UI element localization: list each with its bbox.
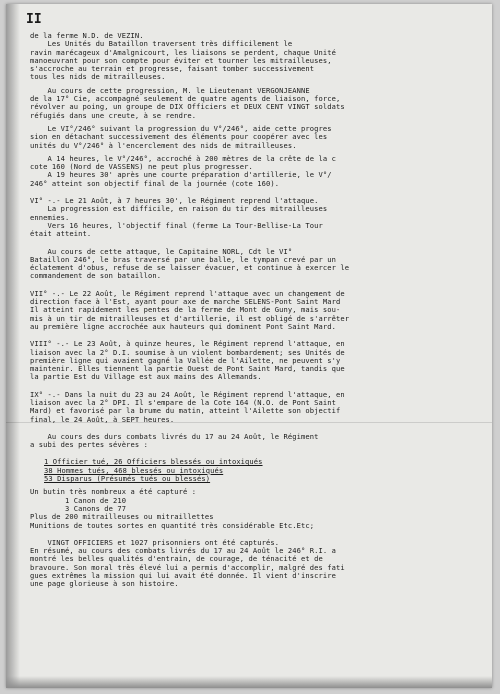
paper-shadow-left — [6, 4, 20, 688]
text-line: Munitions de toutes sortes en quantité très considérable Etc.Etc; — [30, 520, 315, 530]
text-line: IX° -.- Dans la nuit du 23 au 24 Août, le Régiment reprend l'attaque, en — [30, 389, 345, 399]
paragraph-p4 — [30, 155, 480, 188]
text-line: commandement de son bataillon. — [30, 271, 162, 281]
text-line: Vers 16 heures, l'objectif final (ferme La Tour-Bellise-La Tour — [30, 220, 323, 230]
booty-section — [30, 488, 480, 529]
text-line: liaison avec la 2° DPI. Il s'empare de la Cote 164 (N.O. de Pont Saint — [30, 397, 336, 407]
text-line: Un butin très nombreux a été capturé : — [30, 487, 197, 497]
text-line: première ligne qui avaient gagné la Vallée de l'Ailette, ne peuvent s'y — [30, 355, 341, 365]
paragraph-p10 — [30, 433, 480, 450]
paragraph-p3 — [30, 125, 480, 150]
text-line: Au cours de cette progression, M. le Lieutenant VERGONJEANNE — [30, 85, 310, 95]
text-line: gues extrêmes la mission qui lui avait été donnée. Il vient d'inscrire — [30, 571, 336, 581]
text-line: réfugiés dans une creute, à se rendre. — [30, 110, 197, 120]
text-line: Le VI°/246° suivant la progression du V°/246°, aide cette progres — [30, 123, 332, 133]
text-line: maintenir. Elles tiennent la partie Ouest de Pont Saint Mard, tandis que — [30, 364, 345, 374]
text-line: final, le 24 Août, à SEPT heures. — [30, 414, 175, 424]
text-line: 1 Canon de 210 — [30, 495, 127, 505]
paragraph-p9 — [30, 391, 480, 424]
text-line: liaison avec la 2° D.I. soumise à un violent bombardement; ses Unités de — [30, 347, 345, 357]
paragraph-p6 — [30, 248, 480, 281]
text-line: direction face à l'Est, ayant pour axe de marche SELENS-Pont Saint Mard — [30, 297, 341, 307]
text-line: était atteint. — [30, 229, 92, 239]
losses-list — [30, 458, 480, 483]
text-line: a subi des pertes sévères : — [30, 440, 149, 450]
text-line: cote 160 (Nord de VASSENS) ne peut plus progresser. — [30, 162, 253, 172]
paragraph-p5 — [30, 197, 480, 238]
losses-line: 53 Disparus (Présumés tués ou blessés) — [44, 474, 211, 484]
page-number: II — [26, 12, 42, 27]
text-line: de la 17° Cie, accompagné seulement de quatre agents de liaison, force, — [30, 94, 341, 104]
text-line: En résumé, au cours des combats livrés du 17 au 24 Août le 246° R.I. a — [30, 546, 336, 556]
text-line: montré les belles qualités d'entrain, de courage, de ténacité et de — [30, 554, 323, 564]
paragraph-p8 — [30, 340, 480, 381]
text-line: sion en détachant successivement des éléments pour coopérer avec les — [30, 132, 328, 142]
text-line: VIII° -.- Le 23 Août, à quinze heures, le Régiment reprend l'attaque, en — [30, 339, 345, 349]
text-line: Au cours des durs combats livrés du 17 au 24 Août, le Régiment — [30, 431, 319, 441]
text-line: Bataillon 246°, le bras traversé par une balle, le tympan crevé par un — [30, 254, 336, 264]
text-line: une page glorieuse à son histoire. — [30, 579, 179, 589]
text-line: Mard) et favorisé par la brume du matin, atteint l'Ailette son objectif — [30, 406, 341, 416]
text-line: révolver au poing, un groupe de DIX Officiers et DEUX CENT VINGT soldats — [30, 102, 345, 112]
paragraph-p7 — [30, 290, 480, 331]
text-line: A 14 heures, le V°/246°, accroché à 200 mètres de la crête de la c — [30, 153, 336, 163]
text-line: éclatement d'obus, refuse de se laisser évacuer, et continue à exercer le — [30, 263, 350, 273]
text-line: VINGT OFFICIERS et 1027 prisonniers ont été capturés. — [30, 537, 280, 547]
text-line: Les Unités du Bataillon traversent très difficilement le — [30, 39, 293, 49]
document-page — [6, 4, 492, 688]
text-line: VI° -.- Le 21 Août, à 7 heures 30', le Régiment reprend l'attaque. — [30, 196, 319, 206]
text-line: s'accroche au terrain et progresse, faisant tomber successivement — [30, 64, 315, 74]
text-line: mis à un tir de mitrailleuses et d'artillerie, il est obligé de s'arrêter — [30, 313, 350, 323]
text-line: manoeuvrant pour son compte pour éviter et tourner les mitrailleuses, — [30, 55, 332, 65]
text-line: VII° -.- Le 22 Août, le Régiment reprend l'attaque avec un changement de — [30, 288, 345, 298]
text-line: au première ligne accrochée aux hauteurs qui dominent Pont Saint Mard. — [30, 321, 336, 331]
text-line: ennemies. — [30, 212, 70, 222]
text-line: Au cours de cette attaque, le Capitaine NORL, Cdt le VI° — [30, 246, 293, 256]
paper-shadow-bottom — [6, 676, 492, 688]
text-line: la partie Est du Village est aux mains des Allemands. — [30, 372, 262, 382]
losses-line: 38 Hommes tués, 468 blessés ou intoxiqués — [44, 465, 224, 475]
paragraph-p2 — [30, 87, 480, 120]
text-line: bravoure. Son moral très élevé lui a permis d'accomplir, malgré des fati — [30, 562, 345, 572]
text-line: unités du V°/246° à l'encerclement des nids de mitrailleuses. — [30, 140, 297, 150]
text-line: La progression est difficile, en raison du tir des mitrailleuses — [30, 204, 328, 214]
document-body — [30, 32, 480, 589]
text-line: Il atteint rapidement les pentes de la ferme de Mont de Guny, mais sou- — [30, 305, 341, 315]
text-line: A 19 heures 30' après une courte préparation d'artillerie, le V°/ — [30, 170, 332, 180]
text-line: 246° atteint son objectif final de la journée (cote 160). — [30, 178, 280, 188]
text-line: tous les nids de mitrailleuses. — [30, 72, 166, 82]
text-line: Plus de 200 mitrailleuses ou mitraillettes — [30, 512, 214, 522]
text-line: ravin marécageux d'Amalgnicourt, les liaisons se perdent, chaque Unité — [30, 47, 336, 57]
closing-section — [30, 539, 480, 589]
paragraph-p1 — [30, 32, 480, 82]
losses-line: 1 Officier tué, 26 Officiers blessés ou intoxiqués — [44, 457, 263, 467]
text-line: de la ferme N.D. de VEZIN. — [30, 31, 144, 40]
text-line: 3 Canons de 77 — [30, 503, 127, 513]
